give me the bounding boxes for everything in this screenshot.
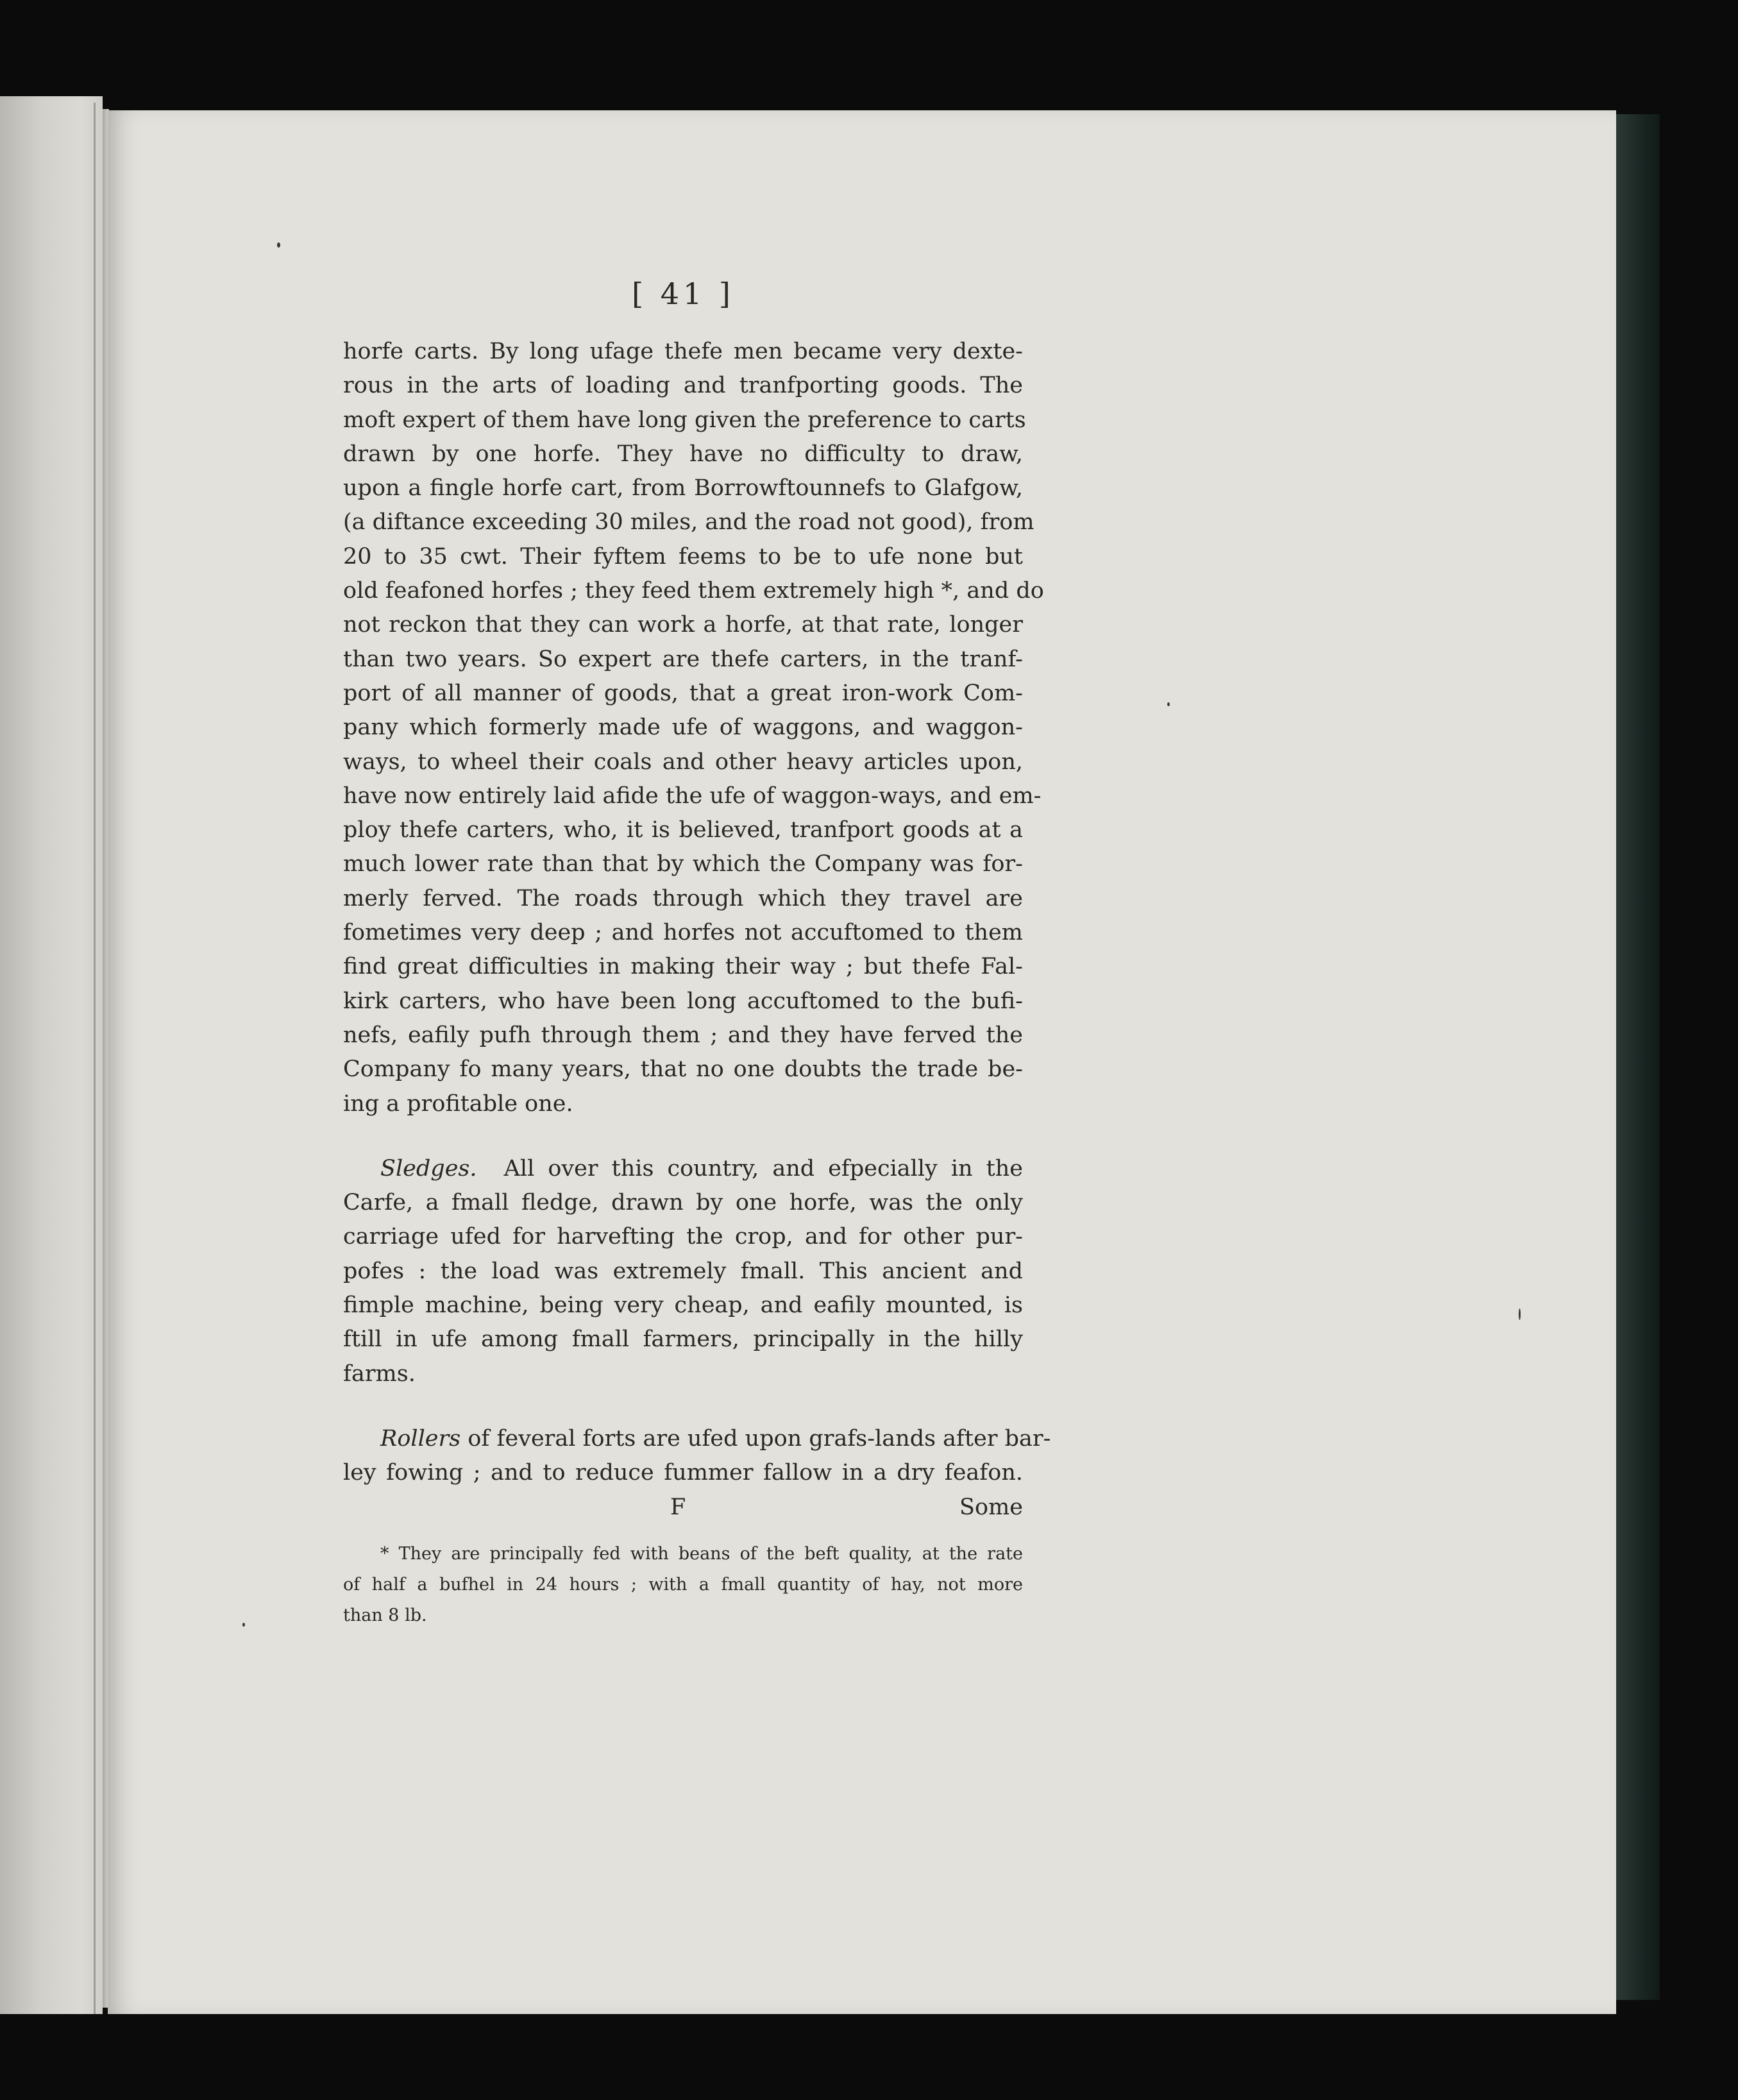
text-line: nefs, eafily pufh through them ; and they have ferved the [343,1022,1023,1048]
text-line: than two years. So expert are thefe carters, in the tranf- [343,646,1023,672]
text-line: ley fowing ; and to reduce fummer fallow in a dry feafon. [343,1460,1023,1486]
text-line: ploy thefe carters, who, it is believed, tranfport goods at a [343,817,1023,843]
text-line: ing a profitable one. [343,1090,573,1117]
text-line: upon a fingle horfe cart, from Borrowftounnefs to Glafgow, [343,475,1023,502]
text-line: Carfe, a fmall fledge, drawn by one horfe, was the only [343,1190,1023,1216]
text-run: All over this country, and efpecially in the [503,1155,1023,1181]
text-line: moft expert of them have long given the preference to carts [343,407,1026,433]
footnote-line: of half a bufhel in 24 hours ; with a fmall quantity of hay, not more [343,1574,1023,1595]
footnote [343,1539,1023,1631]
side-heading: Sledges. [380,1155,477,1181]
text-line: old feafoned horfes ; they feed them extremely high *, and do [343,578,1044,604]
text-line: find great difficulties in making their way ; but thefe Fal- [343,954,1023,980]
book-cover-edge [1616,114,1660,2000]
text-line: pany which formerly made ufe of waggons, and waggon- [343,715,1023,741]
text-line: fometimes very deep ; and horfes not accuftomed to them [343,920,1023,946]
paper-speck [242,1623,245,1627]
text-line: 20 to 35 cwt. Their fyftem feems to be to ufe none but [343,543,1023,570]
text-line: horfe carts. By long ufage thefe men became very dexte- [343,339,1023,364]
text-line: drawn by one horfe. They have no difficulty to draw, [343,441,1023,467]
side-heading: Rollers [380,1425,461,1452]
catchword: Some [959,1494,1023,1520]
signature-mark: F [670,1494,686,1520]
text-line: pofes : the load was extremely fmall. This ancient and [343,1258,1023,1284]
footnote-line: * They are principally fed with beans of the beft quality, at the rate [380,1543,1023,1564]
signature-row [343,1491,1023,1525]
text-line [343,1422,1051,1456]
text-line: Company fo many years, that no one doubts the trade be- [343,1056,1023,1083]
text-line: have now entirely laid afide the ufe of waggon-ways, and em- [343,783,1042,809]
text-line: much lower rate than that by which the Company was for- [343,851,1023,877]
paper-speck [277,242,280,248]
text-line: not reckon that they can work a horfe, at that rate, longer [343,612,1023,638]
text-line: kirk carters, who have been long accuftomed to the bufi- [343,988,1023,1014]
footnote-line: than 8 lb. [343,1605,427,1625]
page-number: [ 41 ] [632,276,734,311]
text-run: of feveral forts are ufed upon grafs-lands after bar- [468,1425,1051,1452]
text-line: ways, to wheel their coals and other heavy articles upon, [343,749,1023,775]
text-line: rous in the arts of loading and tranfporting goods. The [343,373,1023,399]
text-block [343,276,1051,1631]
text-line: fimple machine, being very cheap, and eafily mounted, is [343,1292,1023,1319]
paragraph-carts [343,335,1044,1121]
text-line: port of all manner of goods, that a great iron-work Com- [343,680,1023,706]
text-line: (a diftance exceeding 30 miles, and the road not good), from [343,509,1034,536]
gutter-line [94,103,96,2014]
paper-speck [1519,1308,1521,1320]
text-line [343,1152,1023,1186]
paper-speck [1167,702,1170,706]
paragraph-gap [343,1391,1023,1422]
paragraph-rollers [343,1422,1051,1491]
paragraph-gap [343,1121,1023,1152]
facing-page-edge [0,96,103,2014]
text-line: merly ferved. The roads through which they travel are [343,885,1023,911]
text-line: farms. [343,1360,416,1387]
paragraph-sledges [343,1152,1023,1391]
text-line: ftill in ufe among fmall farmers, principally in the hilly [343,1326,1023,1353]
text-line: carriage ufed for harvefting the crop, and for other pur- [343,1224,1023,1250]
